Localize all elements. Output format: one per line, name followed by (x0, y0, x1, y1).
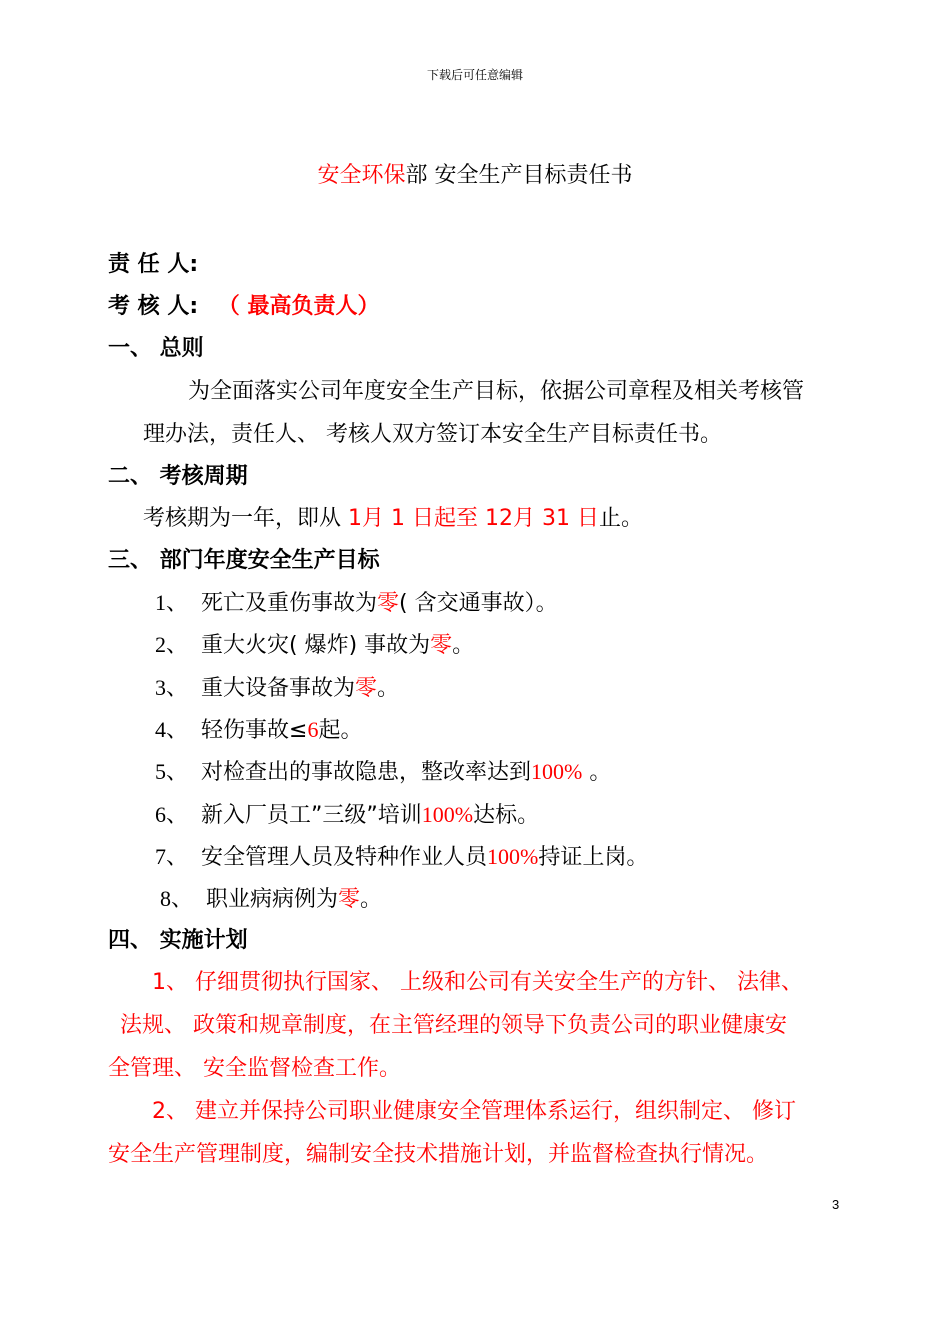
document-title (0, 158, 950, 189)
plan-1-line-2: 法规、 政策和规章制度，在主管经理的领导下负责公司的职业健康安 (120, 1013, 787, 1038)
page-header: 下载后可任意编辑 (426, 68, 523, 82)
goal-highlight: 零 (430, 633, 453, 658)
section-3-heading: 三、 部门年度安全生产目标 (108, 548, 380, 573)
section-2-heading: 二、 考核周期 (108, 464, 248, 489)
goal-text-suffix: 。 (377, 676, 400, 701)
goal-text-suffix: 达标。 (473, 803, 540, 828)
title-main: 安全生产目标责任书 (434, 163, 633, 188)
plan-2-line-1: 2、 建立并保持公司职业健康安全管理体系运行，组织制定、 修订 (152, 1099, 796, 1124)
goal-highlight: 100% (421, 802, 474, 827)
goal-text: 轻伤事故≤ (201, 718, 308, 743)
goal-item (155, 588, 558, 619)
goal-highlight: 零 (377, 591, 400, 616)
goal-text-suffix: 。 (582, 760, 612, 785)
goal-highlight: 零 (355, 676, 378, 701)
goal-highlight: 零 (338, 887, 361, 912)
plan-2-line-2: 安全生产管理制度，编制安全技术措施计划，并监督检查执行情况。 (108, 1142, 769, 1167)
goal-highlight: 100% (487, 844, 539, 869)
goal-number: 8、 (160, 886, 194, 911)
goal-text-suffix: 起。 (318, 718, 363, 743)
title-department-suffix: 部 (405, 163, 428, 188)
period-prefix: 考核期为一年，即从 (143, 506, 348, 531)
goal-highlight: 100% (531, 759, 583, 784)
goal-number: 5、 (155, 759, 189, 784)
goal-text: 重大设备事故为 (201, 676, 356, 701)
goal-text: 职业病病例为 (206, 887, 339, 912)
period-end: 12月 31 日 (484, 506, 599, 531)
assessor-value: （ 最高负责人） (217, 294, 380, 319)
section-1-heading: 一、 总则 (108, 336, 204, 361)
goal-item (155, 630, 474, 661)
goal-number: 1、 (155, 590, 189, 615)
goal-number: 4、 (155, 717, 189, 742)
goal-number: 6、 (155, 802, 189, 827)
title-department: 安全环保 (317, 163, 406, 188)
goal-highlight: 6 (307, 717, 319, 742)
goal-item (155, 842, 648, 873)
period-start: 1月 1 日起至 (348, 506, 478, 531)
section-4-heading: 四、 实施计划 (108, 928, 248, 953)
goal-text-suffix: 。 (360, 887, 383, 912)
plan-1-line-1: 1、 仔细贯彻执行国家、 上级和公司有关安全生产的方针、 法律、 (152, 970, 803, 995)
goal-number: 2、 (155, 632, 189, 657)
goal-item (155, 673, 399, 704)
goal-number: 7、 (155, 844, 189, 869)
assessor-label: 考 核 人: (108, 294, 199, 319)
goal-item (155, 800, 539, 831)
goal-text-suffix: ( 含交通事故）。 (399, 591, 558, 616)
goal-number: 3、 (155, 675, 189, 700)
goal-text: 新入厂员工”三级”培训 (201, 803, 422, 828)
goal-text: 对检查出的事故隐患，整改率达到 (201, 760, 532, 785)
goal-item (155, 757, 611, 788)
section-2-period (143, 504, 643, 534)
goal-text-suffix: 。 (452, 633, 475, 658)
responsible-label: 责 任 人: (108, 252, 199, 277)
goal-text-suffix: 持证上岗。 (538, 845, 649, 870)
goal-text: 重大火灾( 爆炸) 事故为 (201, 633, 431, 658)
period-gap (478, 506, 485, 531)
goal-text: 死亡及重伤事故为 (201, 591, 378, 616)
assessor-row (108, 292, 379, 322)
page-number: 3 (832, 1197, 840, 1212)
goal-item (155, 715, 362, 746)
goal-item (160, 884, 382, 915)
plan-1-line-3: 全管理、 安全监督检查工作。 (108, 1056, 401, 1081)
section-1-line-1: 为全面落实公司年度安全生产目标，依据公司章程及相关考核管 (188, 379, 805, 404)
goal-text: 安全管理人员及特种作业人员 (201, 845, 488, 870)
period-suffix: 止。 (598, 506, 643, 531)
section-1-line-2: 理办法，责任人、 考核人双方签订本安全生产目标责任书。 (143, 422, 722, 447)
